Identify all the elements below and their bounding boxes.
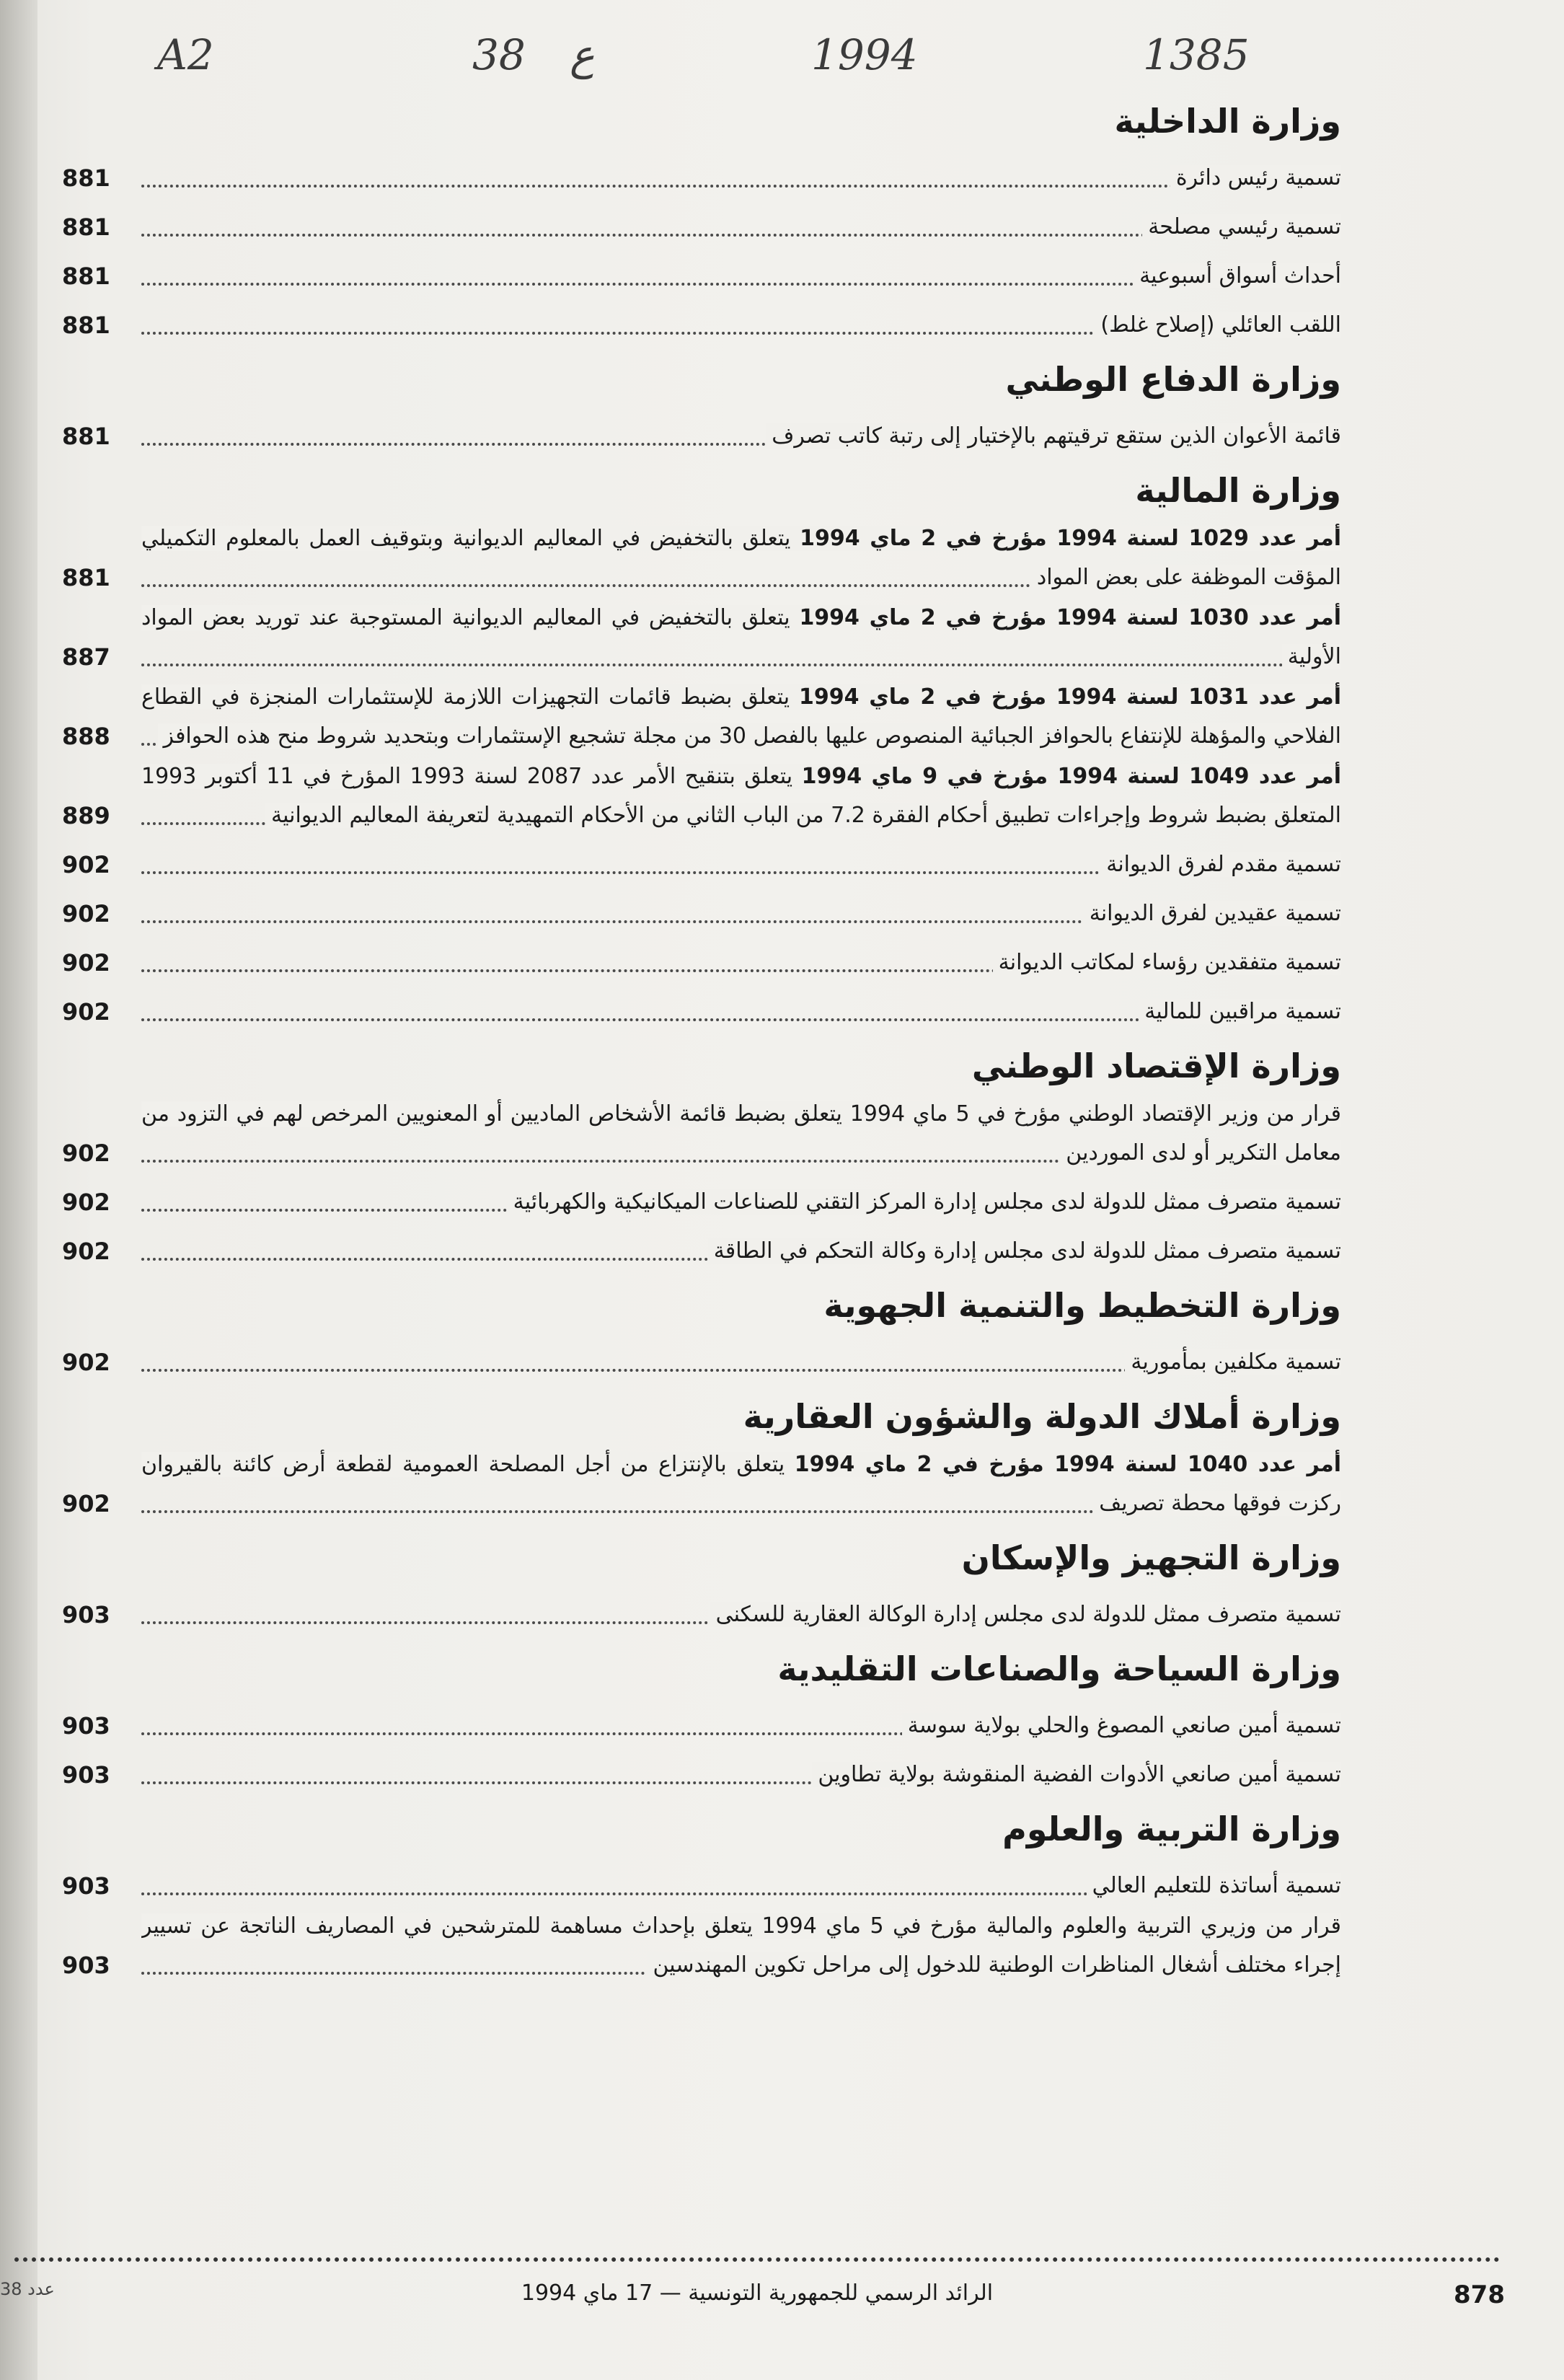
entry-description: قائمة الأعوان الذين ستقع ترقيتهم بالإختيار إلى رتبة كاتب تصرف <box>772 423 1341 449</box>
entry-text <box>141 1232 1341 1271</box>
entry-page-number: 881 <box>62 164 110 192</box>
entry-page-number: 881 <box>62 564 110 591</box>
handnote-year: 1994 <box>811 30 918 79</box>
decree-reference: أمر عدد 1040 لسنة 1994 مؤرخ في 2 ماي 1994 <box>794 1452 1341 1477</box>
toc-entry <box>58 984 1341 1031</box>
entry-text <box>141 845 1341 884</box>
decree-reference: أمر عدد 1030 لسنة 1994 مؤرخ في 2 ماي 1994 <box>799 605 1341 630</box>
toc-entry <box>58 150 1341 198</box>
entry-text <box>141 1907 1341 1985</box>
entry-page-number: 881 <box>62 312 110 339</box>
issue-number: عدد 38 <box>0 2279 55 2299</box>
entry-text <box>141 208 1341 247</box>
ministry-heading: وزارة المالية <box>1135 471 1341 510</box>
handnote-number: 1385 <box>1143 30 1250 79</box>
decree-reference: أمر عدد 1029 لسنة 1994 مؤرخ في 2 ماي 1994 <box>800 526 1341 551</box>
toc-entry <box>58 199 1341 247</box>
entry-description: يتعلق بضبط قائمات التجهيزات اللازمة للإستثمارات المنجزة في القطاع الفلاحي والمؤهلة للإنتفاع بالحوافز الجبائية المنصوص عليها بالفصل 30 من مجلة تشجيع الإستثمارات وبتحديد شروط منح هذه الحوافز <box>141 684 1341 749</box>
entry-page-number: 888 <box>62 723 110 750</box>
entry-text <box>141 757 1341 835</box>
toc-entry <box>58 408 1341 456</box>
entry-description: تسمية مقدم لفرق الديوانة <box>1106 852 1341 877</box>
entry-page-number: 902 <box>62 998 110 1026</box>
binding-edge <box>0 0 37 2380</box>
footer-divider <box>14 2257 1500 2262</box>
toc-entry <box>58 757 1341 835</box>
entry-page-number: 902 <box>62 900 110 927</box>
handnote-38: 38 <box>472 30 526 79</box>
entry-description: تسمية أمين صانعي المصوغ والحلي بولاية سوسة <box>907 1713 1341 1738</box>
entry-page-number: 902 <box>62 1238 110 1265</box>
entry-description: تسمية رئيسي مصلحة <box>1148 214 1341 239</box>
toc-entry <box>58 1587 1341 1634</box>
toc-entry <box>58 248 1341 296</box>
entry-description: قرار من وزيري التربية والعلوم والمالية مؤرخ في 5 ماي 1994 يتعلق بإحداث مساهمة للمترشحين في المصاريف الناتجة عن تسيير إجراء مختلف أشغال المناظرات الوطنية للدخول إلى مراحل تكوين المهندسين <box>141 1913 1341 1978</box>
toc-entry <box>58 678 1341 756</box>
entry-page-number: 903 <box>62 1601 110 1628</box>
entry-page-number: 902 <box>62 949 110 977</box>
entry-text <box>141 1095 1341 1173</box>
ministry-heading: وزارة الداخلية <box>1114 102 1341 141</box>
entry-page-number: 902 <box>62 1349 110 1376</box>
toc-entry <box>58 1698 1341 1745</box>
entry-description: تسمية مكلفين بمأمورية <box>1131 1349 1341 1375</box>
entry-page-number: 889 <box>62 802 110 829</box>
entry-description: تسمية عقيدين لفرق الديوانة <box>1089 901 1341 926</box>
entry-description: يتعلق بالإنتزاع من أجل المصلحة العمومية لقطعة أرض كائنة بالقيروان ركزت فوقها محطة تصريف <box>141 1452 1341 1516</box>
toc-entry <box>58 599 1341 676</box>
entry-text <box>141 1866 1341 1905</box>
handwritten-notes <box>0 16 1564 81</box>
entry-page-number: 902 <box>62 1140 110 1167</box>
entry-page-number: 903 <box>62 1872 110 1900</box>
entry-text <box>141 1595 1341 1634</box>
ministry-heading: وزارة التجهيز والإسكان <box>961 1538 1341 1577</box>
entry-page-number: 902 <box>62 1189 110 1216</box>
entry-page-number: 903 <box>62 1712 110 1740</box>
handnote-a2: A2 <box>157 30 214 79</box>
ministry-heading: وزارة أملاك الدولة والشؤون العقارية <box>743 1397 1341 1436</box>
entry-description: تسمية رئيس دائرة <box>1175 165 1341 190</box>
entry-text <box>141 943 1341 982</box>
toc-entry <box>58 935 1341 982</box>
entry-description: يتعلق بالتخفيض في المعاليم الديوانية المستوجبة عند توريد بعض المواد الأولية <box>141 605 1341 669</box>
toc-entry <box>58 1445 1341 1523</box>
ministry-heading: وزارة السياحة والصناعات التقليدية <box>777 1649 1341 1688</box>
toc-entry <box>58 837 1341 884</box>
entry-page-number: 902 <box>62 1490 110 1517</box>
entry-description: تسمية متفقدين رؤساء لمكاتب الديوانة <box>998 950 1341 975</box>
entry-page-number: 881 <box>62 213 110 241</box>
entry-text <box>141 894 1341 933</box>
entry-text <box>141 1183 1341 1222</box>
entry-text <box>141 417 1341 456</box>
toc-entry <box>58 1747 1341 1794</box>
entry-text <box>141 1755 1341 1794</box>
toc-entry <box>58 1095 1341 1173</box>
toc-entry <box>58 297 1341 345</box>
entry-description: اللقب العائلي (إصلاح غلط) <box>1100 312 1341 338</box>
entry-page-number: 881 <box>62 263 110 290</box>
ministry-heading: وزارة الإقتصاد الوطني <box>971 1046 1341 1085</box>
entry-text <box>141 257 1341 296</box>
entry-text <box>141 306 1341 345</box>
toc-entry <box>58 1174 1341 1222</box>
entry-description: تسمية مراقبين للمالية <box>1144 999 1341 1024</box>
entry-text <box>141 519 1341 597</box>
entry-description: يتعلق بتنقيح الأمر عدد 2087 لسنة 1993 المؤرخ في 11 أكتوبر 1993 المتعلق بضبط شروط وإجراءات تطبيق أحكام الفقرة 7.2 من الباب الثاني من الأحكام التمهيدية لتعريفة المعاليم الديوانية <box>141 764 1341 828</box>
handnote-ain: ع <box>570 30 595 79</box>
entry-description: تسمية متصرف ممثل للدولة لدى مجلس إدارة الوكالة العقارية للسكنى <box>715 1602 1341 1627</box>
ministry-heading: وزارة الدفاع الوطني <box>1005 360 1341 399</box>
entry-description: قرار من وزير الإقتصاد الوطني مؤرخ في 5 ماي 1994 يتعلق بضبط قائمة الأشخاص الماديين أو المعنويين المرخص لهم في التزود من معامل التكرير أو لدى الموردين <box>141 1101 1341 1165</box>
entry-text <box>141 1343 1341 1382</box>
toc-entry <box>58 886 1341 933</box>
decree-reference: أمر عدد 1031 لسنة 1994 مؤرخ في 2 ماي 1994 <box>799 684 1341 710</box>
entry-description: تسمية متصرف ممثل للدولة لدى مجلس إدارة المركز التقني للصناعات الميكانيكية والكهربائية <box>513 1189 1341 1215</box>
publication-title: الرائد الرسمي للجمهورية التونسية — 17 ماي 1994 <box>521 2280 994 2306</box>
entry-description: يتعلق بالتخفيض في المعاليم الديوانية وبتوقيف العمل بالمعلوم التكميلي المؤقت الموظفة على بعض المواد <box>141 526 1341 590</box>
page-footer <box>0 2272 1564 2330</box>
entry-page-number: 887 <box>62 643 110 671</box>
entry-description: تسمية أساتذة للتعليم العالي <box>1092 1873 1341 1898</box>
table-of-contents <box>58 87 1341 1986</box>
entry-text <box>141 678 1341 756</box>
entry-description: أحداث أسواق أسبوعية <box>1139 263 1341 288</box>
entry-page-number: 903 <box>62 1761 110 1789</box>
toc-entry <box>58 1223 1341 1271</box>
entry-text <box>141 1706 1341 1745</box>
entry-page-number: 902 <box>62 851 110 878</box>
page-number: 878 <box>1454 2280 1505 2309</box>
toc-entry <box>58 1334 1341 1382</box>
entry-description: تسمية أمين صانعي الأدوات الفضية المنقوشة بولاية تطاوين <box>818 1762 1341 1787</box>
entry-description: تسمية متصرف ممثل للدولة لدى مجلس إدارة وكالة التحكم في الطاقة <box>713 1238 1341 1264</box>
entry-page-number: 903 <box>62 1952 110 1979</box>
entry-text <box>141 992 1341 1031</box>
entry-page-number: 881 <box>62 423 110 450</box>
toc-entry <box>58 1858 1341 1905</box>
entry-text <box>141 1445 1341 1523</box>
ministry-heading: وزارة التربية والعلوم <box>1002 1810 1341 1848</box>
decree-reference: أمر عدد 1049 لسنة 1994 مؤرخ في 9 ماي 1994 <box>801 764 1341 789</box>
toc-entry <box>58 519 1341 597</box>
ministry-heading: وزارة التخطيط والتنمية الجهوية <box>823 1286 1341 1325</box>
entry-text <box>141 159 1341 198</box>
toc-entry <box>58 1907 1341 1985</box>
entry-text <box>141 599 1341 676</box>
